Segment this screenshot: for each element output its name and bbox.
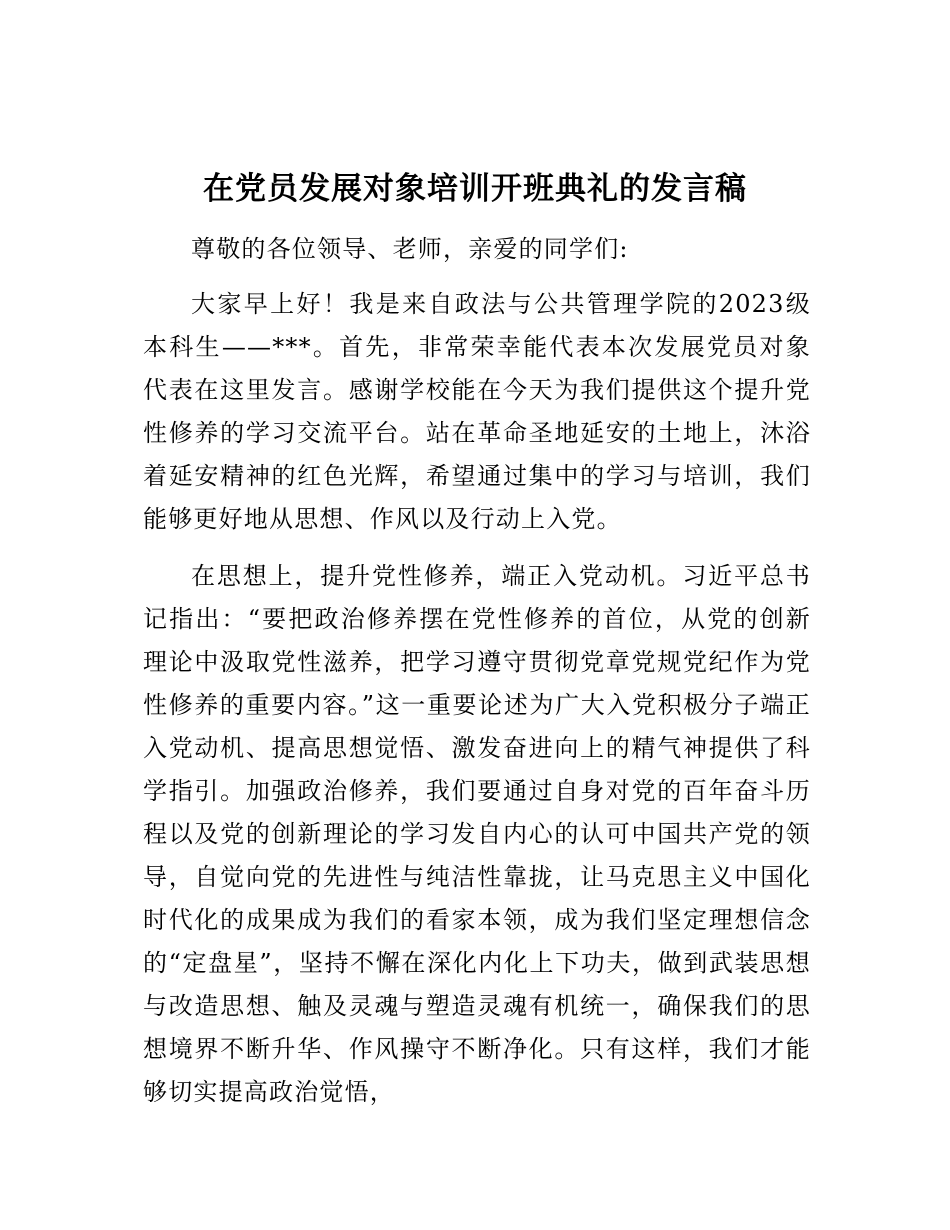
- salutation: 尊敬的各位领导、老师，亲爱的同学们:: [191, 235, 629, 263]
- document-body: [143, 228, 811, 1114]
- document-title: 在党员发展对象培训开班典礼的发言稿: [203, 171, 747, 207]
- paragraph-ideology: 在思想上，提升党性修养，端正入党动机。习近平总书记指出：“要把政治修养摆在党性修养的首位，从党的创新理论中汲取党性滋养，把学习遵守贯彻党章党规党纪作为党性修养的重要内容。”这一重要论述为广大入党积极分子端正入党动机、提高思想觉悟、激发奋进向上的精气神提供了科学指引。加强政治修养，我们要通过自身对党的百年奋斗历程以及党的创新理论的学习发自内心的认可中国共产党的领导，自觉向党的先进性与纯洁性靠拢，让马克思主义中国化时代化的成果成为我们的看家本领，成为我们坚定理想信念的“定盘星”，坚持不懈在深化内化上下功夫，做到武装思想与改造思想、触及灵魂与塑造灵魂有机统一，确保我们的思想境界不断升华、作风操守不断净化。只有这样，我们才能够切实提高政治觉悟，: [143, 562, 811, 1106]
- paragraph-greeting: 大家早上好！我是来自政法与公共管理学院的2023级本科生——***。首先，非常荣幸能代表本次发展党员对象代表在这里发言。感谢学校能在今天为我们提供这个提升党性修养的学习交流平台。站在革命圣地延安的土地上，沐浴着延安精神的红色光辉，希望通过集中的学习与培训，我们能够更好地从思想、作风以及行动上入党。: [143, 290, 811, 533]
